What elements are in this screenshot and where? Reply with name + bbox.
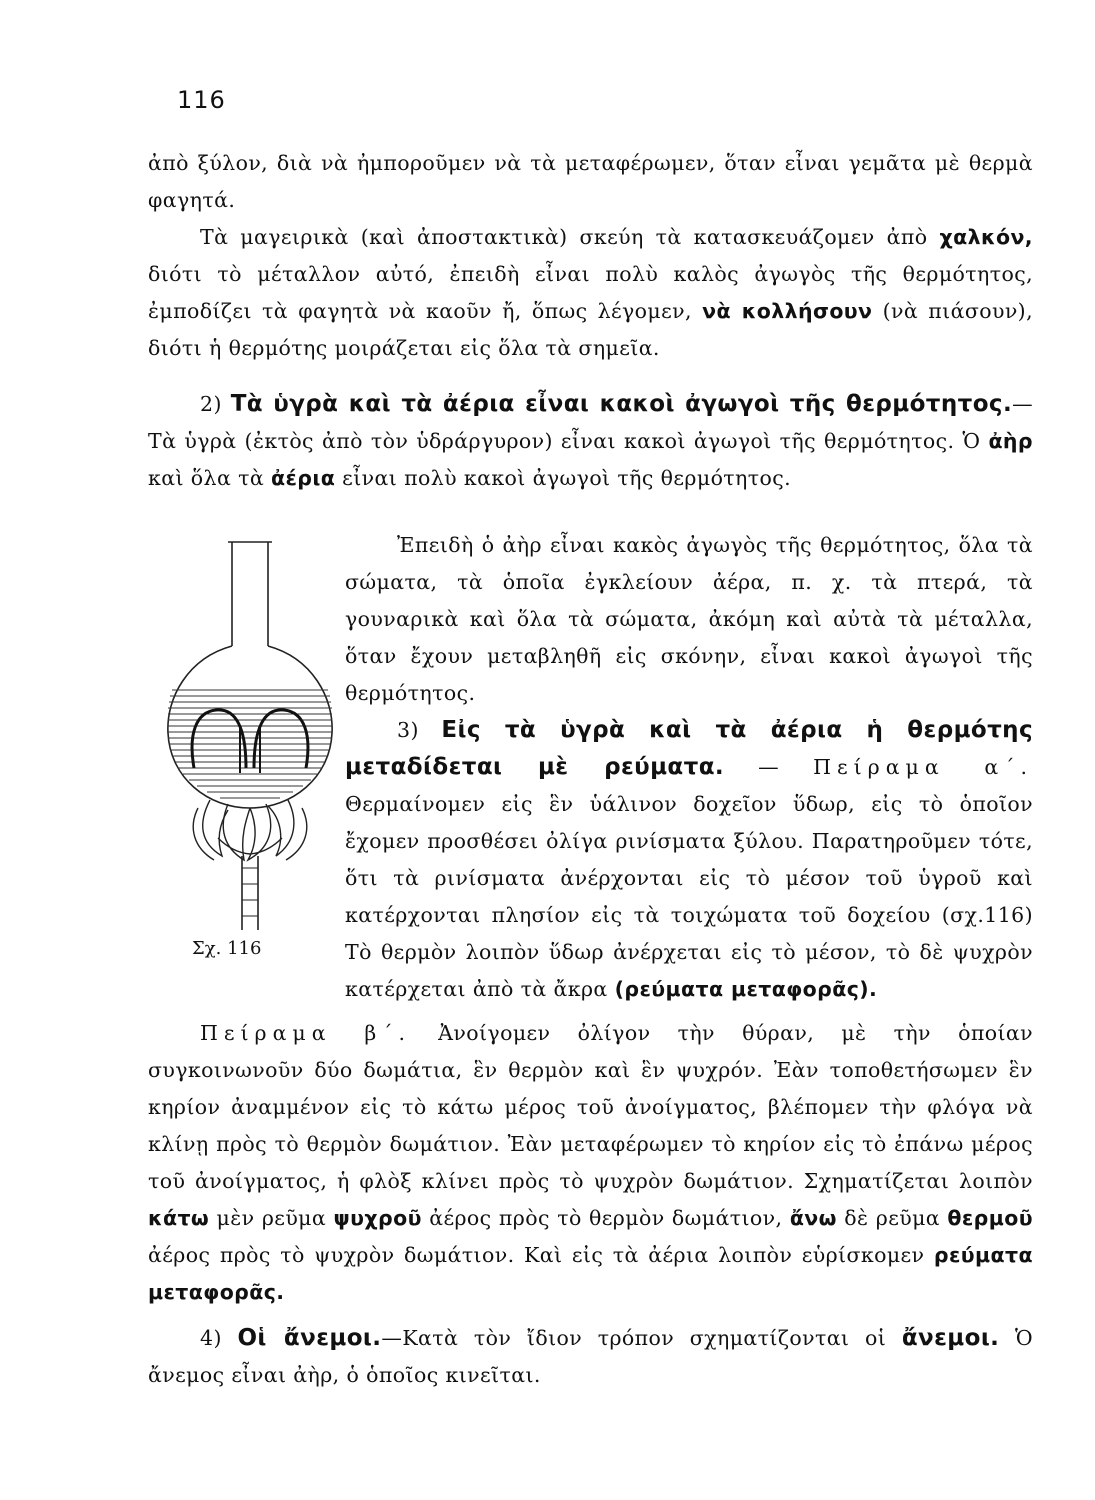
bold-term-air: ἀὴρ xyxy=(988,429,1033,453)
paragraph-text: ἀέρος πρὸς τὸ ψυχρὸν δωμάτιον. Καὶ εἰς τὰ ἀέρια λοιπὸν εὑρίσκομεν xyxy=(148,1243,934,1267)
section-number: 4) xyxy=(200,1326,238,1350)
bold-term-gases: ἀέρια xyxy=(271,466,336,490)
section-2-heading: Τὰ ὑγρὰ καὶ τὰ ἀέρια εἶναι κακοὶ ἀγωγοὶ τῆς θερμότητος. xyxy=(230,391,1013,417)
paragraph-text: μὲν ρεῦμα xyxy=(209,1206,334,1230)
paragraph-copper-vessels xyxy=(148,219,1033,367)
paragraph-text: ἀπὸ ξύλον, διὰ νὰ ἠμποροῦμεν νὰ τὰ μεταφέρωμεν, ὅταν εἶναι γεμᾶτα μὲ θερμὰ φαγητά. xyxy=(148,151,1033,212)
paragraph-text: (νὰ πιάσουν), διότι ἡ θερμότης μοιράζεται εἰς ὅλα τὰ σημεῖα. xyxy=(148,299,1033,360)
section-number: 3) xyxy=(397,718,442,742)
paragraph-text: Ἀνοίγομεν ὀλίγον τὴν θύραν, μὲ τὴν ὁποίαν συγκοινωνοῦν δύο δωμάτια, ἓν θερμὸν καὶ ἓν ψυχρόν. Ἐὰν τοποθετήσωμεν ἓν κηρίον ἀναμμένον εἰς τὸ κάτω μέρος τοῦ ἀνοίγματος, βλέπομεν τὴν φλόγα νὰ κλίνῃ πρὸς τὸ θερμὸν δωμάτιον. Ἐὰν μεταφέρωμεν τὸ κηρίον εἰς τὸ ἐπάνω μέρος τοῦ ἀνοίγματος, ἡ φλὸξ κλίνει πρὸς τὸ ψυχρὸν δωμάτιον. Σχηματίζεται λοιπὸν xyxy=(148,1021,1033,1193)
bold-term-above: ἄνω xyxy=(789,1206,837,1230)
paragraph-text: Ἐπειδὴ ὁ ἀὴρ εἶναι κακὸς ἀγωγὸς τῆς θερμότητος, ὅλα τὰ σώματα, τὰ ὁποῖα ἐγκλείουν ἀέρα, π. χ. τὰ πτερά, τὰ γουναρικὰ καὶ ὅλα τὰ σώματα, ἀκόμη καὶ αὐτὰ τὰ μέταλλα, ὅταν ἔχουν μεταβληθῆ εἰς σκόνην, εἶναι κακοὶ ἀγωγοὶ τῆς θερμότητος. xyxy=(345,533,1033,705)
section-3-paragraph xyxy=(345,712,1033,1008)
paragraph-text: Θερμαίνομεν εἰς ἓν ὑάλινον δοχεῖον ὕδωρ, εἰς τὸ ὁποῖον ἔχομεν προσθέσει ὀλίγα ρινίσματα ξύλου. Παρατηροῦμεν τότε, ὅτι τὰ ρινίσματα ἀνέρχονται εἰς τὸ μέσον τοῦ ὑγροῦ καὶ κατέρχονται πλησίον εἰς τὰ τοιχώματα τοῦ δοχείου (σχ.116) Τὸ θερμὸν λοιπὸν ὕδωρ ἀνέρχεται εἰς τὸ μέσον, τὸ δὲ ψυχρὸν κατέρχεται ἀπὸ τὰ ἄκρα xyxy=(345,792,1033,1001)
bold-term-copper: χαλκόν, xyxy=(939,225,1033,249)
bold-term-winds: ἄνεμοι. xyxy=(901,1325,1000,1351)
paragraph-text: δὲ ρεῦμα xyxy=(836,1206,948,1230)
experiment-b-paragraph xyxy=(148,1015,1033,1311)
bold-term-convection: (ρεύματα μεταφορᾶς). xyxy=(614,977,878,1001)
bold-term-below: κάτω xyxy=(148,1206,210,1230)
paragraph-text: Τὰ μαγειρικὰ (καὶ ἀποστακτικὰ) σκεύη τὰ κατασκευάζομεν ἀπὸ xyxy=(200,225,940,249)
experiment-a-label: Πείραμα α΄. xyxy=(813,755,1033,779)
section-4-paragraph xyxy=(148,1320,1033,1394)
paragraph-continuation xyxy=(148,145,1033,219)
bold-term-convection-currents: ρεύματα μεταφορᾶς. xyxy=(148,1243,1033,1304)
dash: — xyxy=(724,755,814,779)
flask-heated-over-flame-illustration xyxy=(158,538,338,938)
paragraph-text: εἶναι πολὺ κακοὶ ἀγωγοὶ τῆς θερμότητος. xyxy=(335,466,792,490)
bold-term-stick: νὰ κολλήσουν xyxy=(702,299,873,323)
paragraph-text: —Τὰ ὑγρὰ (ἐκτὸς ἀπὸ τὸν ὑδράργυρον) εἶναι κακοὶ ἀγωγοὶ τῆς θερμότητος. Ὁ xyxy=(148,392,1033,453)
figure-caption: Σχ. 116 xyxy=(192,938,262,959)
page-number: 116 xyxy=(177,86,226,114)
paragraph-air-insulation xyxy=(345,527,1033,712)
paragraph-text: καὶ ὅλα τὰ xyxy=(148,466,272,490)
paragraph-text: —Κατὰ τὸν ἴδιον τρόπον σχηματίζονται οἱ xyxy=(381,1326,902,1350)
section-3-heading: Εἰς τὰ ὑγρὰ καὶ τὰ ἀέρια ἡ θερμότης μεταδίδεται μὲ ρεύματα. xyxy=(345,717,1033,780)
paragraph-text: ἀέρος πρὸς τὸ θερμὸν δωμάτιον, xyxy=(421,1206,790,1230)
paragraph-text: διότι τὸ μέταλλον αὐτό, ἐπειδὴ εἶναι πολὺ καλὸς ἀγωγὸς τῆς θερμότητος, ἐμποδίζει τὰ φαγητὰ νὰ καοῦν ἤ, ὅπως λέγομεν, xyxy=(148,262,1033,323)
section-number: 2) xyxy=(200,392,231,416)
bold-term-cold: ψυχροῦ xyxy=(333,1206,422,1230)
section-2-paragraph xyxy=(148,386,1033,497)
section-4-heading: Οἱ ἄνεμοι. xyxy=(237,1325,382,1351)
paragraph-text: Ὁ ἄνεμος εἶναι ἀὴρ, ὁ ὁποῖος κινεῖται. xyxy=(148,1326,1033,1387)
bold-term-warm: θερμοῦ xyxy=(947,1206,1033,1230)
experiment-b-label: Πείραμα β΄. xyxy=(200,1021,411,1045)
